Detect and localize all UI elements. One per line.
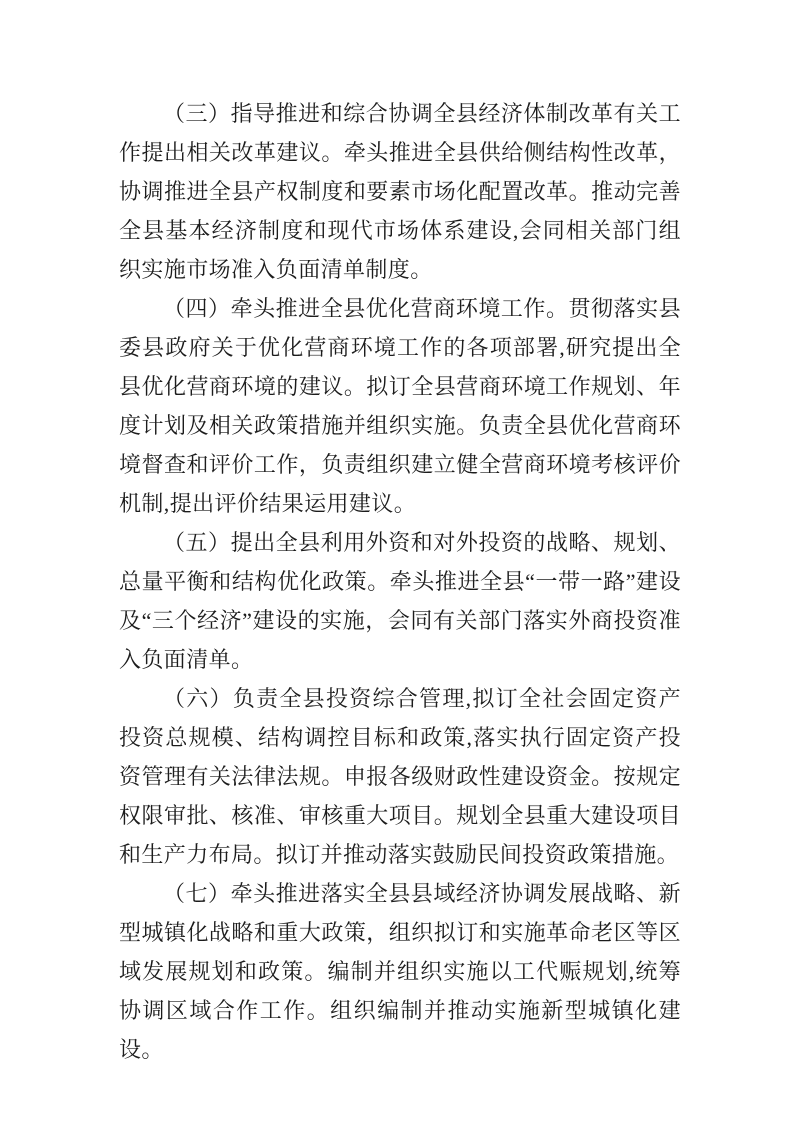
paragraph-duty-6: （六）负责全县投资综合管理,拟订全社会固定资产投资总规模、结构调控目标和政策,落实执行固定资产投资管理有关法律法规。申报各级财政性建设资金。按规定权限审批、核准、审核重大项目。规划全县重大建设项目和生产力布局。拟订并推动落实鼓励民间投资政策措施。 [119, 686, 681, 867]
paragraph-duty-7: （七）牵头推进落实全县县域经济协调发展战略、新型城镇化战略和重大政策，组织拟订和实施革命老区等区域发展规划和政策。编制并组织实施以工代赈规划,统筹协调区域合作工作。组织编制并推动实施新型城镇化建设。 [119, 881, 681, 1062]
paragraph-duty-5: （五）提出全县利用外资和对外投资的战略、规划、总量平衡和结构优化政策。牵头推进全县“一带一路”建设及“三个经济”建设的实施，会同有关部门落实外商投资准入负面清单。 [119, 530, 681, 672]
document-body [119, 94, 681, 1069]
paragraph-duty-4: （四）牵头推进全县优化营商环境工作。贯彻落实县委县政府关于优化营商环境工作的各项部署,研究提出全县优化营商环境的建议。拟订全县营商环境工作规划、年度计划及相关政策措施并组织实施。负责全县优化营商环境督查和评价工作，负责组织建立健全营商环境考核评价机制,提出评价结果运用建议。 [119, 296, 681, 516]
paragraph-duty-3: （三）指导推进和综合协调全县经济体制改革有关工作提出相关改革建议。牵头推进全县供给侧结构性改革，协调推进全县产权制度和要素市场化配置改革。推动完善全县基本经济制度和现代市场体系建设,会同相关部门组织实施市场准入负面清单制度。 [119, 101, 681, 282]
